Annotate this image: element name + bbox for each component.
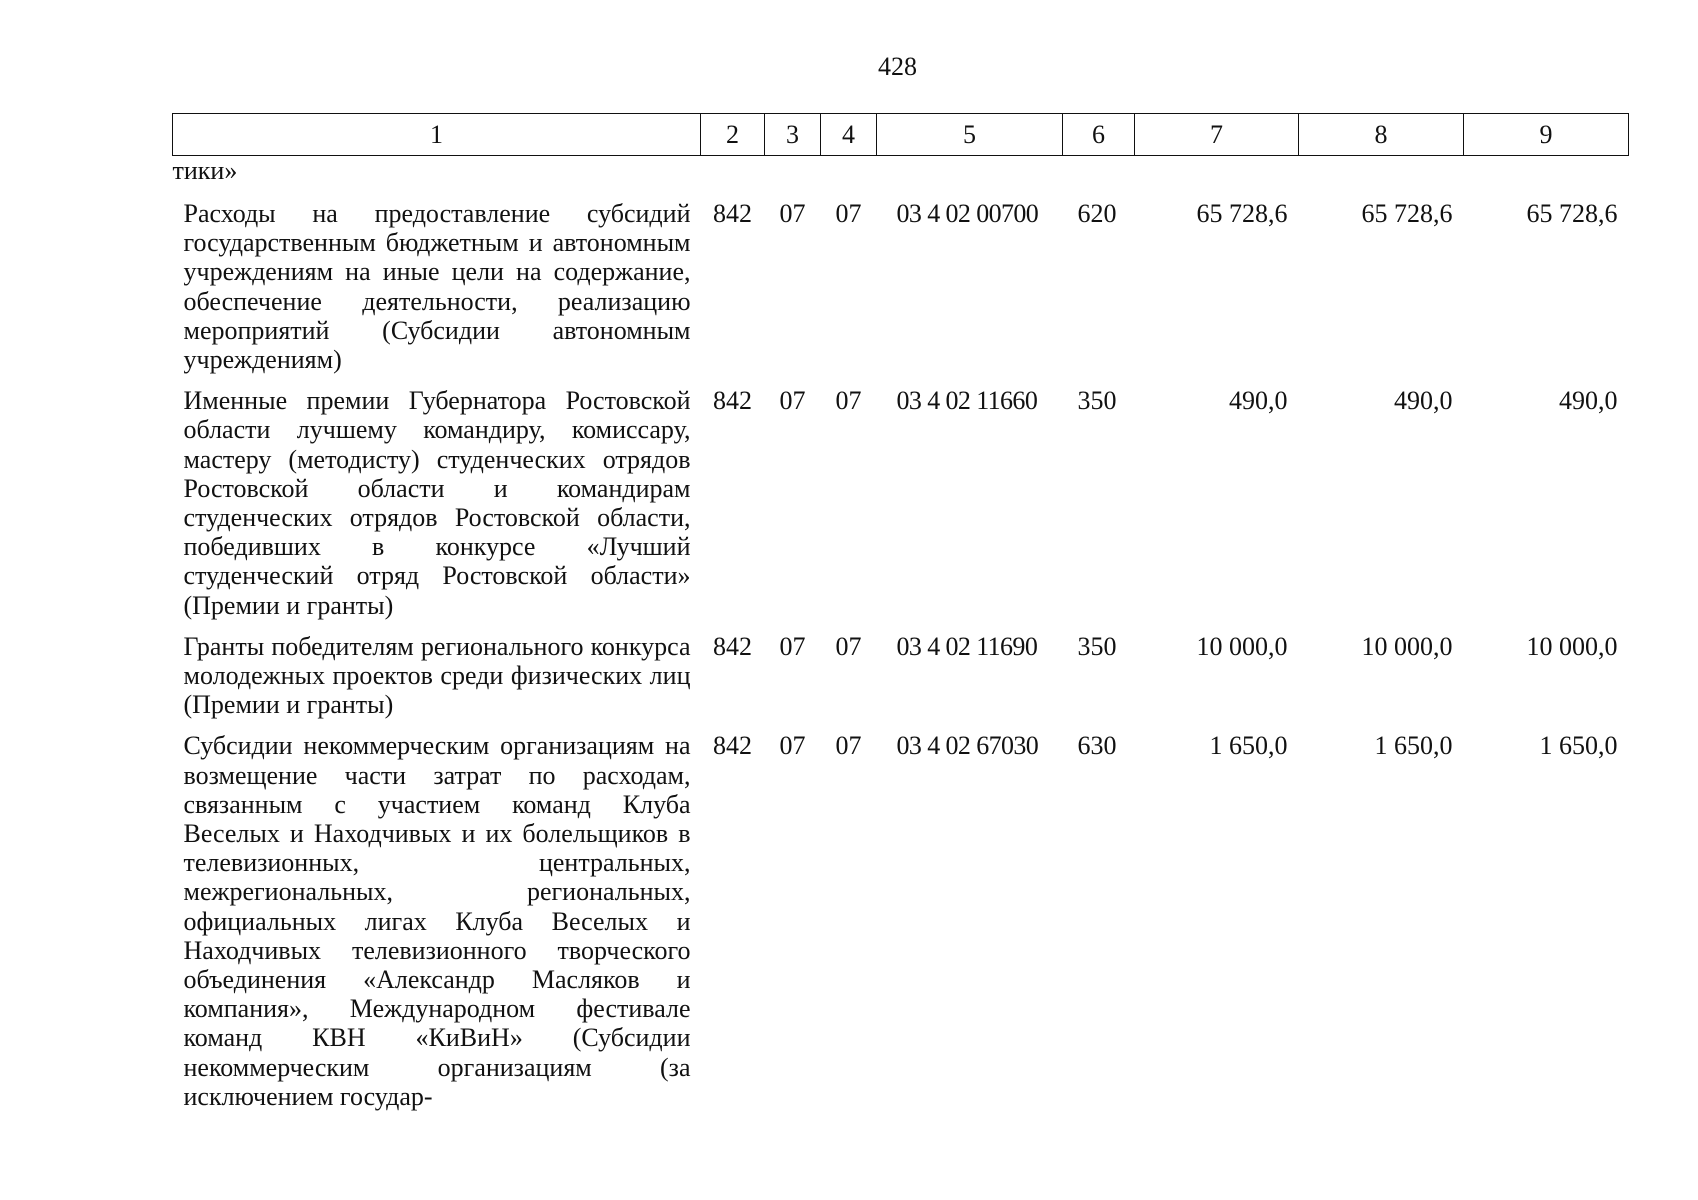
- row-ved: 842: [713, 199, 752, 228]
- header-col-1: 1: [173, 114, 701, 156]
- row-ved: 842: [713, 386, 752, 416]
- row-sum-2: 1 650,0: [1374, 731, 1453, 761]
- table-row: [173, 632, 1629, 732]
- table-row: [173, 199, 1629, 386]
- table-body: [173, 156, 1629, 1124]
- header-col-5: 5: [877, 114, 1063, 156]
- table-row: [173, 731, 1629, 1123]
- row-sum-3: 65 728,6: [1526, 199, 1618, 228]
- row-description: Субсидии некоммерческим организациям на возмещение части затрат по расходам, связанным с участием команд Клуба Веселых и Находчивых и их болельщиков в телевизионных, центральных, межрегиональных, региональных, официальных лигах Клуба Веселых и Находчивых телевизионного творческого объединения «Александр Масляков и компания», Международном фестивале команд КВН «КиВиН» (Субсидии некоммерческим организациям (за исключением государ-: [183, 731, 691, 1111]
- row-rz: 07: [779, 731, 806, 761]
- row-csr: 03 4 02 11690: [896, 631, 1038, 661]
- row-vr: 350: [1077, 386, 1117, 416]
- row-sum-3: 10 000,0: [1526, 631, 1618, 661]
- budget-table: [172, 113, 1629, 1123]
- row-sum-1: 10 000,0: [1196, 631, 1288, 661]
- row-rz: 07: [779, 199, 806, 228]
- row-sum-2: 10 000,0: [1361, 631, 1453, 661]
- continuation-row: [173, 156, 1629, 200]
- row-sum-1: 65 728,6: [1196, 199, 1288, 228]
- row-sum-3: 490,0: [1559, 386, 1618, 416]
- header-col-3: 3: [765, 114, 821, 156]
- row-sum-1: 1 650,0: [1209, 731, 1288, 761]
- row-description: Именные премии Губернатора Ростовской области лучшему командиру, комиссару, мастеру (методисту) студенческих отрядов Ростовской области и командирам студенческих отрядов Ростовской области, победивших в конкурсе «Лучший студенческий отряд Ростовской области» (Премии и гранты): [183, 386, 691, 620]
- row-description: Расходы на предоставление субсидий государственным бюджетным и автономным учреждениям на иные цели на содержание, обеспечение деятельности, реализацию мероприятий (Субсидии автономным учреждениям): [183, 199, 691, 375]
- row-description: Гранты победителям регионального конкурса молодежных проектов среди физических лиц (Премии и гранты): [183, 631, 691, 720]
- header-col-9: 9: [1464, 114, 1629, 156]
- row-sum-3: 1 650,0: [1539, 731, 1618, 761]
- header-col-4: 4: [821, 114, 877, 156]
- row-pr: 07: [835, 631, 862, 661]
- row-rz: 07: [779, 386, 806, 416]
- header-col-8: 8: [1299, 114, 1464, 156]
- row-vr: 350: [1077, 631, 1117, 661]
- header-row: [173, 114, 1629, 156]
- header-col-2: 2: [701, 114, 765, 156]
- row-vr: 630: [1077, 731, 1117, 761]
- header-col-6: 6: [1063, 114, 1135, 156]
- table-row: [173, 386, 1629, 632]
- row-csr: 03 4 02 67030: [896, 731, 1039, 761]
- row-sum-2: 65 728,6: [1361, 199, 1453, 228]
- continuation-text: тики»: [172, 156, 238, 185]
- row-ved: 842: [713, 731, 752, 761]
- row-csr: 03 4 02 11660: [896, 386, 1038, 416]
- row-pr: 07: [835, 199, 862, 228]
- page-number: 428: [878, 52, 917, 81]
- row-sum-1: 490,0: [1229, 386, 1288, 416]
- row-pr: 07: [835, 386, 862, 416]
- row-pr: 07: [835, 731, 862, 761]
- table-header: [173, 114, 1629, 156]
- row-vr: 620: [1077, 199, 1117, 228]
- row-sum-2: 490,0: [1394, 386, 1453, 416]
- header-col-7: 7: [1135, 114, 1299, 156]
- row-csr: 03 4 02 00700: [896, 199, 1039, 228]
- row-ved: 842: [713, 631, 752, 661]
- row-rz: 07: [779, 631, 806, 661]
